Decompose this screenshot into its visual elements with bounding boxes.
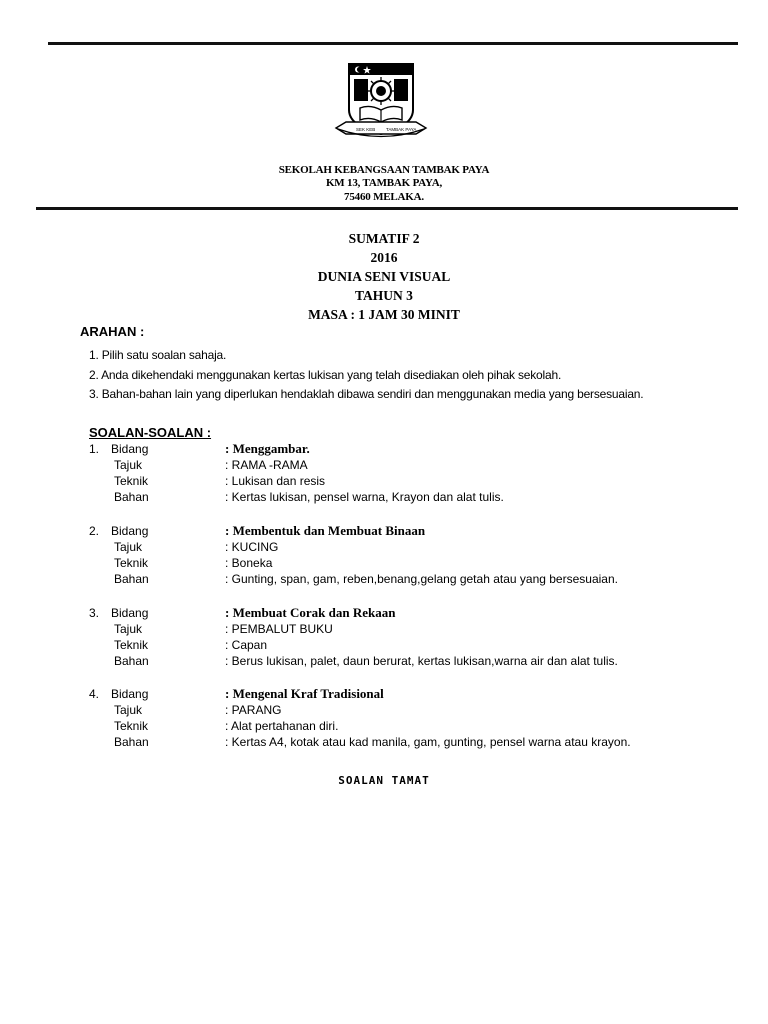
- value-bahan: : Kertas lukisan, pensel warna, Krayon dan alat tulis.: [225, 490, 504, 504]
- value-tajuk: : PEMBALUT BUKU: [225, 622, 333, 636]
- value-teknik: : Lukisan dan resis: [225, 474, 326, 488]
- value-tajuk: : RAMA -RAMA: [225, 458, 308, 472]
- label-tajuk: Tajuk: [114, 703, 143, 717]
- label-bahan: Bahan: [114, 490, 149, 504]
- label-teknik: Teknik: [114, 474, 149, 488]
- value-tajuk: : PARANG: [225, 703, 282, 717]
- instruction-item: 3. Bahan-bahan lain yang diperlukan hendaklah dibawa sendiri dan menggunakan media yang bersesuaian.: [89, 387, 644, 401]
- question-row-teknik: [89, 555, 729, 571]
- question-row-bahan: [89, 653, 729, 669]
- label-tajuk: Tajuk: [114, 540, 143, 554]
- question-row-tajuk: [89, 702, 729, 718]
- label-bidang: Bidang: [111, 687, 149, 701]
- question-row-bidang: [89, 441, 729, 457]
- questions-heading: SOALAN-SOALAN :: [89, 425, 212, 440]
- value-bahan: : Kertas A4, kotak atau kad manila, gam, gunting, pensel warna atau krayon.: [225, 735, 631, 749]
- value-bidang: : Mengenal Kraf Tradisional: [225, 686, 384, 701]
- value-bidang: : Membuat Corak dan Rekaan: [225, 605, 396, 620]
- question-block-4: [89, 686, 729, 750]
- exam-subject: DUNIA SENI VISUAL: [317, 269, 451, 284]
- question-block-1: [89, 441, 729, 505]
- school-address-line1: KM 13, TAMBAK PAYA,: [325, 177, 443, 189]
- question-row-bidang: [89, 605, 729, 621]
- label-teknik: Teknik: [114, 638, 149, 652]
- exam-year: 2016: [370, 250, 398, 265]
- header-rule: [36, 207, 738, 210]
- value-teknik: : Alat pertahanan diri.: [225, 719, 339, 733]
- exam-duration: MASA : 1 JAM 30 MINIT: [308, 307, 460, 322]
- question-number: 3.: [89, 606, 100, 620]
- label-teknik: Teknik: [114, 556, 149, 570]
- value-teknik: : Capan: [225, 638, 268, 652]
- end-of-questions: SOALAN TAMAT: [338, 774, 430, 787]
- label-bahan: Bahan: [114, 572, 149, 586]
- value-teknik: : Boneka: [225, 556, 273, 570]
- question-row-tajuk: [89, 457, 729, 473]
- question-row-teknik: [89, 637, 729, 653]
- label-bidang: Bidang: [111, 606, 149, 620]
- school-crest-logo: [334, 58, 428, 148]
- label-bidang: Bidang: [111, 524, 149, 538]
- question-block-2: [89, 523, 729, 587]
- question-row-bidang: [89, 523, 729, 539]
- question-row-teknik: [89, 473, 729, 489]
- label-bidang: Bidang: [111, 442, 149, 456]
- value-tajuk: : KUCING: [225, 540, 279, 554]
- question-row-bahan: [89, 734, 729, 750]
- value-bidang: : Membentuk dan Membuat Binaan: [225, 523, 426, 538]
- question-number: 1.: [89, 442, 100, 456]
- question-row-teknik: [89, 718, 729, 734]
- label-tajuk: Tajuk: [114, 458, 143, 472]
- value-bahan: : Berus lukisan, palet, daun berurat, kertas lukisan,warna air dan alat tulis.: [225, 654, 618, 668]
- question-number: 4.: [89, 687, 100, 701]
- question-row-tajuk: [89, 539, 729, 555]
- instruction-item: 2. Anda dikehendaki menggunakan kertas lukisan yang telah disediakan oleh pihak sekolah.: [89, 368, 562, 382]
- instruction-item: 1. Pilih satu soalan sahaja.: [89, 348, 227, 362]
- school-name: SEKOLAH KEBANGSAAN TAMBAK PAYA: [278, 164, 490, 176]
- question-number: 2.: [89, 524, 100, 538]
- question-block-3: [89, 605, 729, 669]
- logo-motto-right: TAMBAK PAYA: [386, 127, 417, 132]
- question-row-bidang: [89, 686, 729, 702]
- label-bahan: Bahan: [114, 735, 149, 749]
- value-bidang: : Menggambar.: [225, 441, 310, 456]
- question-row-bahan: [89, 489, 729, 505]
- label-tajuk: Tajuk: [114, 622, 143, 636]
- school-address-line2: 75460 MELAKA.: [344, 191, 424, 203]
- value-bahan: : Gunting, span, gam, reben,benang,gelang getah atau yang bersesuaian.: [225, 572, 618, 586]
- label-bahan: Bahan: [114, 654, 149, 668]
- logo-motto-left: SEK KEB: [356, 127, 376, 132]
- question-row-bahan: [89, 571, 729, 587]
- exam-title: SUMATIF 2: [348, 231, 420, 246]
- instructions-heading: ARAHAN :: [80, 324, 145, 339]
- top-rule: [48, 42, 738, 45]
- label-teknik: Teknik: [114, 719, 149, 733]
- question-row-tajuk: [89, 621, 729, 637]
- exam-level: TAHUN 3: [355, 288, 413, 303]
